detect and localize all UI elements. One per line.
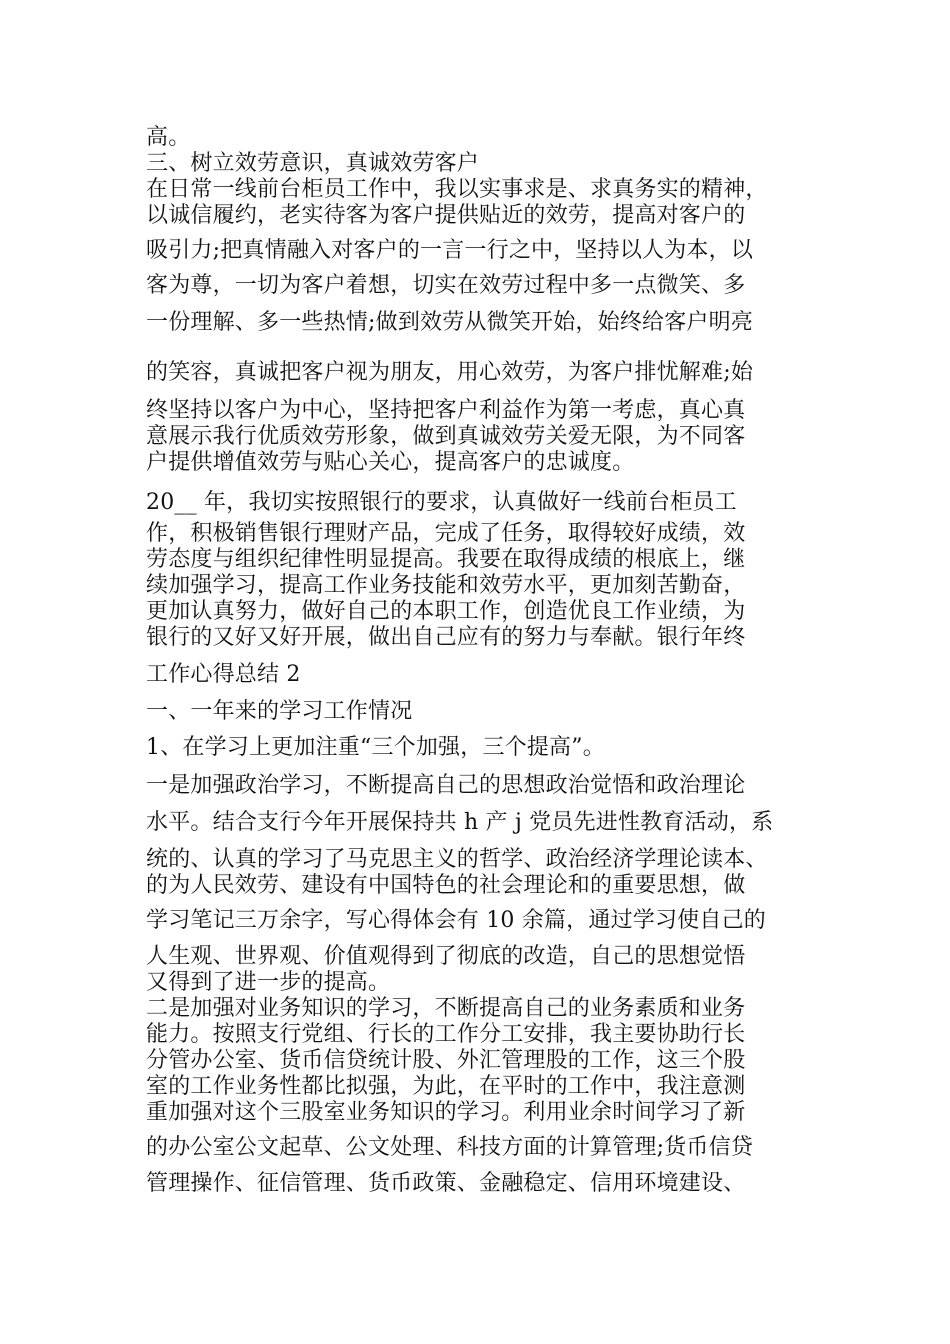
text-line: 的为人民效劳、建设有中国特色的社会理论和的重要思想，做 bbox=[146, 873, 746, 898]
text-line: 二是加强对业务知识的学习，不断提高自己的业务素质和业务 bbox=[146, 996, 746, 1021]
text-line: 的办公室公文起草、公文处理、科技方面的计算管理;货币信贷 bbox=[146, 1135, 754, 1160]
text-line: 意展示我行优质效劳形象，做到真诚效劳关爱无限，为不同客 bbox=[146, 424, 746, 449]
text-line: 水平。结合支行今年开展保持共 h 产 j 党员先进性教育活动，系 bbox=[146, 810, 774, 835]
section-heading: 1、在学习上更加注重“三个加强，三个提高”。 bbox=[146, 735, 605, 760]
text-line: 一份理解、多一些热情;做到效劳从微笑开始，始终给客户明亮 bbox=[146, 310, 754, 335]
text-line: 能力。按照支行党组、行长的工作分工安排，我主要协助行长 bbox=[146, 1022, 746, 1047]
text-line: 作，积极销售银行理财产品，完成了任务，取得较好成绩，效 bbox=[146, 521, 746, 546]
text-line: 管理操作、征信管理、货币政策、金融稳定、信用环境建设、 bbox=[146, 1171, 746, 1196]
text-line: 高。 bbox=[146, 125, 191, 150]
text-line: 在日常一线前台柜员工作中，我以实事求是、求真务实的精神， bbox=[146, 177, 768, 202]
text-line: 以诚信履约，老实待客为客户提供贴近的效劳，提高对客户的 bbox=[146, 203, 746, 228]
text-line: 吸引力;把真情融入对客户的一言一行之中，坚持以人为本，以 bbox=[146, 238, 754, 263]
text-line: 续加强学习，提高工作业务技能和效劳水平，更加刻苦勤奋， bbox=[146, 573, 746, 598]
text-line: 人生观、世界观、价值观得到了彻底的改造，自己的思想觉悟 bbox=[146, 944, 746, 969]
text-line: 又得到了进一步的提高。 bbox=[146, 970, 391, 995]
text-line: 重加强对这个三股室业务知识的学习。利用业余时间学习了新 bbox=[146, 1100, 746, 1125]
text-line: 劳态度与组织纪律性明显提高。我要在取得成绩的根底上，继 bbox=[146, 547, 746, 572]
section-heading: 一、一年来的学习工作情况 bbox=[146, 699, 413, 724]
text-line: 银行的又好又好开展，做出自己应有的努力与奉献。银行年终 bbox=[146, 625, 746, 650]
text-line: 统的、认真的学习了马克思主义的哲学、政治经济学理论读本、 bbox=[146, 847, 768, 872]
text-line: 的笑容，真诚把客户视为朋友，用心效劳，为客户排忧解难;始 bbox=[146, 360, 754, 385]
text-line: 客为尊，一切为客户着想，切实在效劳过程中多一点微笑、多 bbox=[146, 273, 746, 298]
section-heading: 三、树立效劳意识，真诚效劳客户 bbox=[146, 151, 480, 176]
text-line: 20__ 年，我切实按照银行的要求，认真做好一线前台柜员工 bbox=[146, 490, 737, 515]
text-line: 更加认真努力，做好自己的本职工作，创造优良工作业绩，为 bbox=[146, 599, 746, 624]
text-line: 一是加强政治学习，不断提高自己的思想政治觉悟和政治理论 bbox=[146, 773, 746, 798]
text-line: 学习笔记三万余字，写心得体会有 10 余篇，通过学习使自己的 bbox=[146, 908, 766, 933]
text-line: 终坚持以客户为中心，坚持把客户利益作为第一考虑，真心真 bbox=[146, 398, 746, 423]
text-line: 分管办公室、货币信贷统计股、外汇管理股的工作，这三个股 bbox=[146, 1048, 746, 1073]
section-heading: 工作心得总结 2 bbox=[146, 662, 301, 687]
text-line: 室的工作业务性都比拟强，为此，在平时的工作中，我注意测 bbox=[146, 1074, 746, 1099]
text-line: 户提供增值效劳与贴心关心，提高客户的忠诚度。 bbox=[146, 450, 635, 475]
